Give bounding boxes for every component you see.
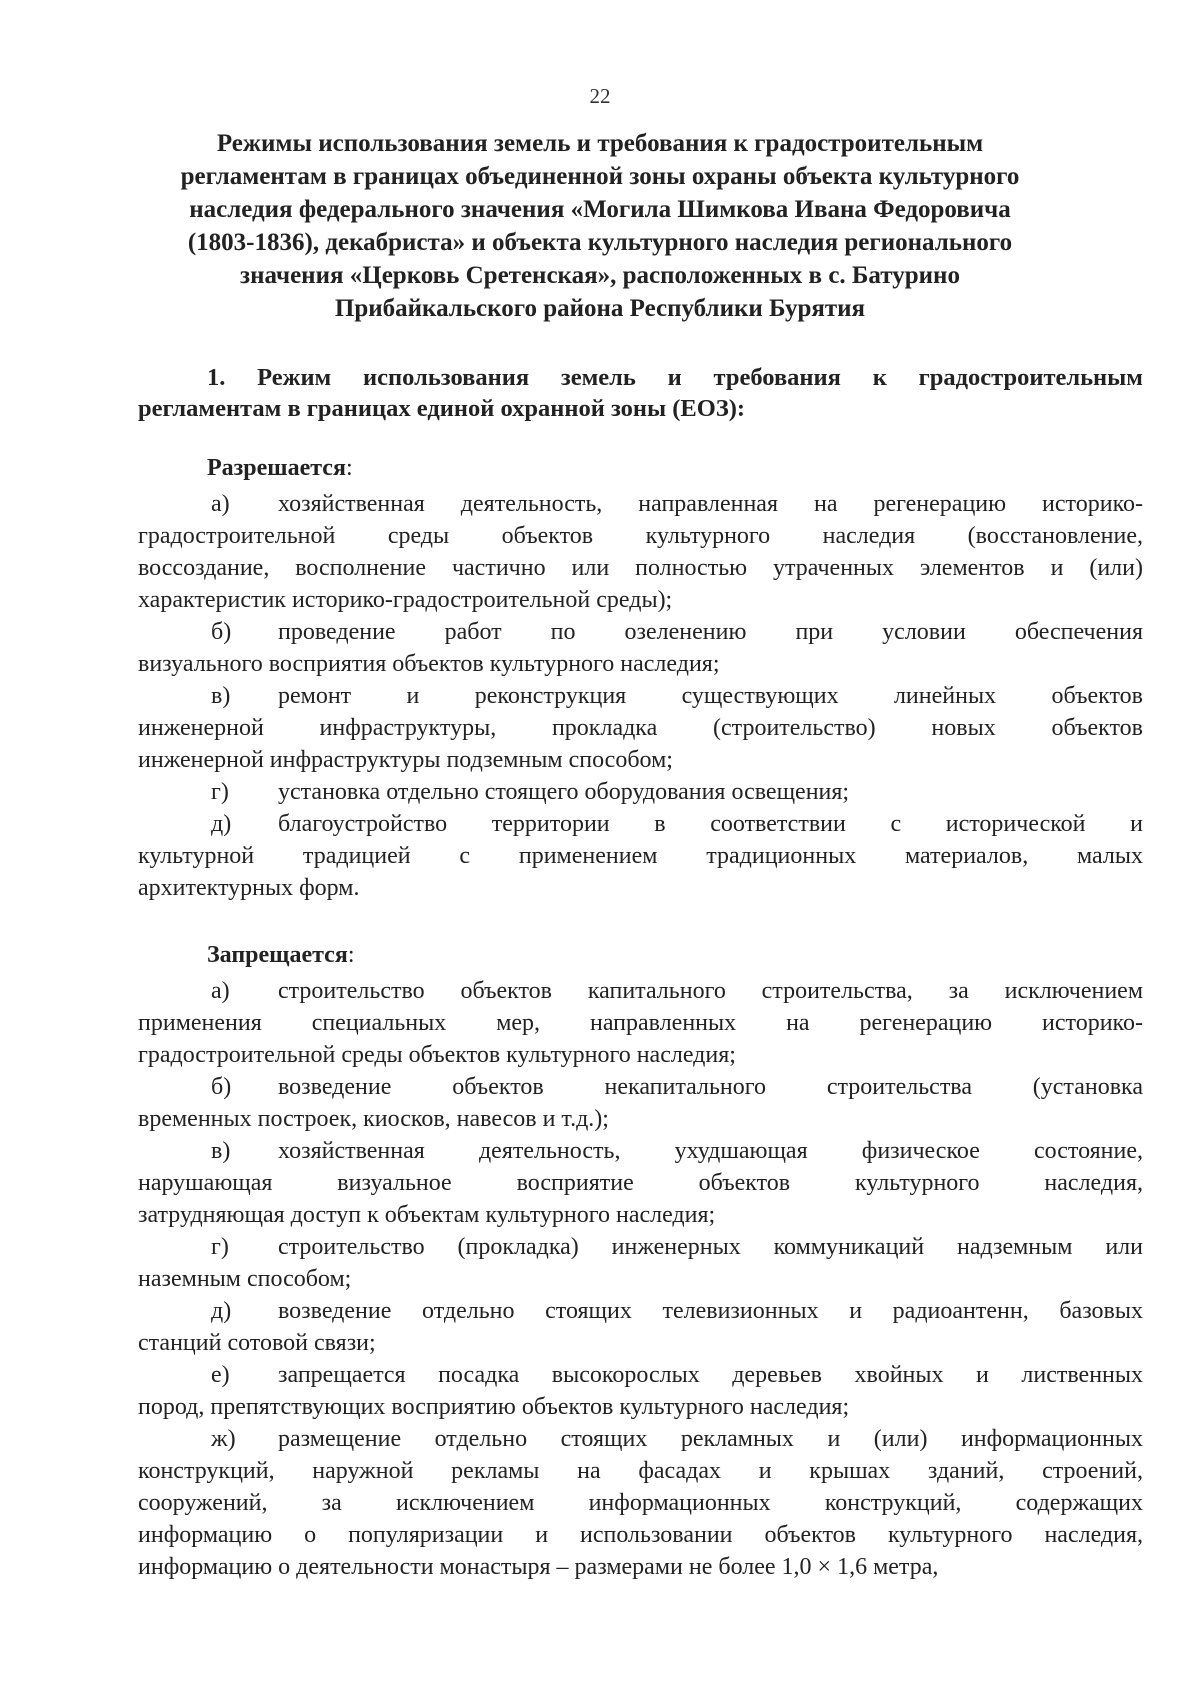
prohibited-label-text: Запрещается <box>207 942 348 968</box>
prohibited-items <box>138 975 1143 1583</box>
list-item <box>138 1359 1143 1423</box>
list-item-marker: в) <box>211 683 231 709</box>
list-item-line: применения специальных мер, направленных на регенерацию историко- <box>138 1010 1143 1036</box>
list-item-line <box>138 1135 1143 1167</box>
list-item-line: инженерной инфраструктуры подземным способом; <box>138 747 673 773</box>
section-heading-line: регламентам в границах единой охранной зоны (ЕОЗ): <box>138 395 746 422</box>
list-item-line: характеристик историко-градостроительной среды); <box>138 587 673 613</box>
title-line: (1803-1836), декабриста» и объекта культурного наследия регионального <box>187 229 1013 256</box>
list-item-marker: д) <box>211 811 232 837</box>
list-item-text: размещение отдельно стоящих рекламных и (или) информационных <box>278 1426 1143 1452</box>
list-item-line <box>138 975 1143 1007</box>
section-heading <box>138 362 1143 424</box>
list-item-marker: д) <box>211 1298 232 1324</box>
list-item-text: ремонт и реконструкция существующих линейных объектов <box>278 683 1143 709</box>
list-item-line: градостроительной среды объектов культурного наследия (восстановление, <box>138 523 1143 549</box>
list-item-line: затрудняющая доступ к объектам культурного наследия; <box>138 1202 716 1228</box>
list-item-line: воссоздание, восполнение частично или полностью утраченных элементов и (или) <box>138 555 1143 581</box>
list-item-line: временных построек, киосков, навесов и т.д.); <box>138 1106 609 1132</box>
list-item-text: хозяйственная деятельность, направленная на регенерацию историко- <box>278 491 1143 517</box>
list-item-line: нарушающая визуальное восприятие объектов культурного наследия, <box>138 1170 1143 1196</box>
allowed-label <box>138 452 1143 484</box>
section-heading-line: 1. Режим использования земель и требования к градостроительным <box>207 364 1143 391</box>
list-item-line: сооружений, за исключением информационных конструкций, содержащих <box>138 1490 1143 1516</box>
list-item-line <box>138 776 1143 808</box>
list-item-text: строительство (прокладка) инженерных коммуникаций надземным или <box>278 1234 1143 1260</box>
list-item-line: визуального восприятия объектов культурного наследия; <box>138 651 720 677</box>
list-item <box>138 1231 1143 1295</box>
list-item-line: культурной традицией с применением традиционных материалов, малых <box>138 843 1143 869</box>
list-item-line <box>138 1071 1143 1103</box>
list-item-text: возведение отдельно стоящих телевизионных и радиоантенн, базовых <box>278 1298 1143 1324</box>
list-item-line <box>138 1295 1143 1327</box>
list-item-text: строительство объектов капитального строительства, за исключением <box>278 978 1143 1004</box>
list-item-line <box>138 488 1143 520</box>
prohibited-list <box>138 939 1143 1583</box>
document-title <box>120 127 1080 325</box>
list-item-line: конструкций, наружной рекламы на фасадах и крышах зданий, строений, <box>138 1458 1143 1484</box>
list-item <box>138 616 1143 680</box>
allowed-label-text: Разрешается <box>207 455 346 481</box>
list-item-line: градостроительной среды объектов культурного наследия; <box>138 1042 736 1068</box>
list-item-line <box>138 1423 1143 1455</box>
list-item-marker: а) <box>211 491 230 517</box>
allowed-label-colon: : <box>345 455 353 481</box>
list-item-line <box>138 1359 1143 1391</box>
title-line: Прибайкальского района Республики Бурятия <box>334 295 866 322</box>
list-item-text: установка отдельно стоящего оборудования освещения; <box>278 779 850 805</box>
list-item <box>138 1135 1143 1231</box>
prohibited-label-colon: : <box>347 942 355 968</box>
list-item <box>138 808 1143 904</box>
list-item-marker: в) <box>211 1138 231 1164</box>
page-number: 22 <box>589 84 611 108</box>
list-item-marker: е) <box>211 1362 230 1388</box>
list-item-line <box>138 1231 1143 1263</box>
list-item-text: благоустройство территории в соответствии с исторической и <box>278 811 1143 837</box>
list-item <box>138 1295 1143 1359</box>
list-item-line: станций сотовой связи; <box>138 1330 376 1356</box>
list-item-marker: г) <box>211 779 229 805</box>
allowed-items <box>138 488 1143 904</box>
list-item <box>138 680 1143 776</box>
list-item <box>138 488 1143 616</box>
list-item-marker: ж) <box>211 1426 236 1452</box>
list-item-line: пород, препятствующих восприятию объектов культурного наследия; <box>138 1394 850 1420</box>
list-item-text: возведение объектов некапитального строительства (установка <box>278 1074 1143 1100</box>
list-item <box>138 1071 1143 1135</box>
title-line: наследия федерального значения «Могила Шимкова Ивана Федоровича <box>189 196 1011 223</box>
list-item-marker: б) <box>211 619 232 645</box>
list-item-line: архитектурных форм. <box>138 875 360 901</box>
list-item-text: проведение работ по озеленению при условии обеспечения <box>278 619 1143 645</box>
list-item-line: наземным способом; <box>138 1266 352 1292</box>
list-item-line: инженерной инфраструктуры, прокладка (строительство) новых объектов <box>138 715 1143 741</box>
list-item-line: информацию о популяризации и использовании объектов культурного наследия, <box>138 1522 1143 1548</box>
list-item-line <box>138 680 1143 712</box>
allowed-list <box>138 452 1143 904</box>
list-item-text: запрещается посадка высокорослых деревьев хвойных и лиственных <box>278 1362 1143 1388</box>
title-line: Режимы использования земель и требования к градостроительным <box>216 130 984 157</box>
title-line: значения «Церковь Сретенская», расположенных в с. Батурино <box>240 262 960 289</box>
list-item-text: хозяйственная деятельность, ухудшающая физическое состояние, <box>278 1138 1143 1164</box>
list-item-line <box>138 808 1143 840</box>
list-item-marker: а) <box>211 978 230 1004</box>
list-item-line <box>138 616 1143 648</box>
list-item <box>138 975 1143 1071</box>
list-item <box>138 776 1143 808</box>
title-line: регламентам в границах объединенной зоны охраны объекта культурного <box>180 163 1020 190</box>
list-item-line: информацию о деятельности монастыря – размерами не более 1,0 × 1,6 метра, <box>138 1554 939 1580</box>
list-item <box>138 1423 1143 1583</box>
list-item-marker: г) <box>211 1234 229 1260</box>
list-item-marker: б) <box>211 1074 232 1100</box>
prohibited-label <box>138 939 1143 971</box>
